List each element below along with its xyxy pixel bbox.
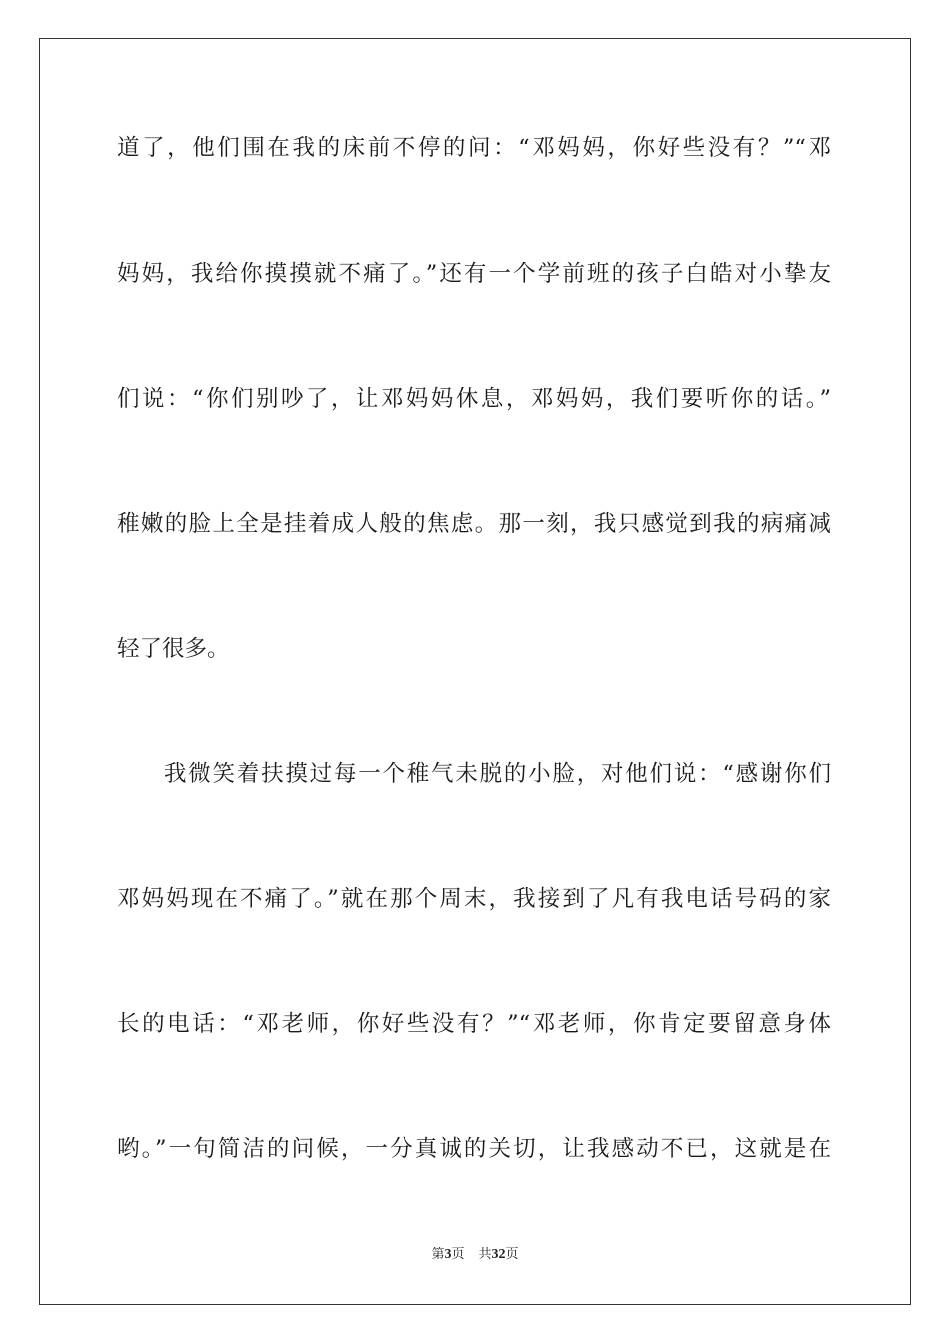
body-text-line-3: 们说：“你们别吵了，让邓妈妈休息，邓妈妈，我们要听你的话。”	[117, 386, 831, 412]
page-footer	[0, 1246, 950, 1264]
page-prefix: 第	[431, 1247, 445, 1262]
page-suffix: 页	[451, 1247, 465, 1262]
total-prefix: 共	[478, 1247, 492, 1262]
page-border	[39, 38, 911, 1305]
total-suffix: 页	[505, 1247, 519, 1262]
body-text-line-2: 妈妈，我给你摸摸就不痛了。”还有一个学前班的孩子白皓对小挚友	[117, 261, 831, 287]
body-text-line-6: 我微笑着扶摸过每一个稚气未脱的小脸，对他们说：“感谢你们	[164, 761, 831, 787]
total-pages: 32	[491, 1247, 506, 1262]
body-text-line-8: 长的电话：“邓老师，你好些没有？”“邓老师，你肯定要留意身体	[117, 1011, 831, 1037]
body-text-line-9: 哟。”一句简洁的问候，一分真诚的关切，让我感动不已，这就是在	[117, 1136, 831, 1162]
body-text-line-4: 稚嫩的脸上全是挂着成人般的焦虑。那一刻，我只感觉到我的病痛减	[117, 511, 831, 537]
body-text-line-7: 邓妈妈现在不痛了。”就在那个周末，我接到了凡有我电话号码的家	[117, 886, 831, 912]
body-text-line-1: 道了，他们围在我的床前不停的问：“邓妈妈，你好些没有？”“邓	[117, 135, 831, 161]
page-number: 3	[444, 1247, 452, 1262]
body-text-line-5: 轻了很多。	[117, 636, 230, 662]
